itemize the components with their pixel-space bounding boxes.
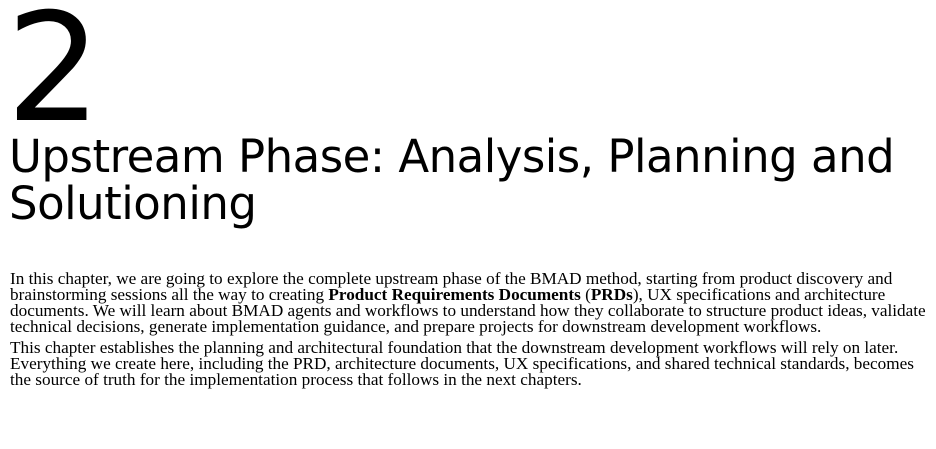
chapter-title: Upstream Phase: Analysis, Planning and Solutioning — [9, 130, 895, 230]
foundation-paragraph: This chapter establishes the planning and architectural foundation that the downstream development workflows will rely on later. Everything we create here, including the PRD, architecture documents, UX specifications, and shared technical standards, becomes the source of truth for the implementation process that follows in the next chapters. — [10, 338, 914, 389]
prd-term: Product Requirements Documents — [328, 285, 581, 304]
intro-text-1: In this chapter, we are going to explore the complete upstream phase of the BMAD method, starting from product discovery and brainstorming sessions all the way to creating — [10, 269, 893, 304]
chapter-body — [10, 271, 926, 393]
intro-paragraph — [10, 271, 926, 335]
prd-abbreviation: PRDs — [590, 285, 633, 304]
chapter-number: 2 — [6, 0, 98, 156]
intro-text-3: ), UX specifications and architecture documents. We will learn about BMAD agents and workflows to understand how they collaborate to structure product ideas, validate technical decisions, generate implementation guidance, and prepare projects for downstream development workflows. — [10, 285, 926, 336]
intro-text-2: ( — [580, 285, 591, 304]
